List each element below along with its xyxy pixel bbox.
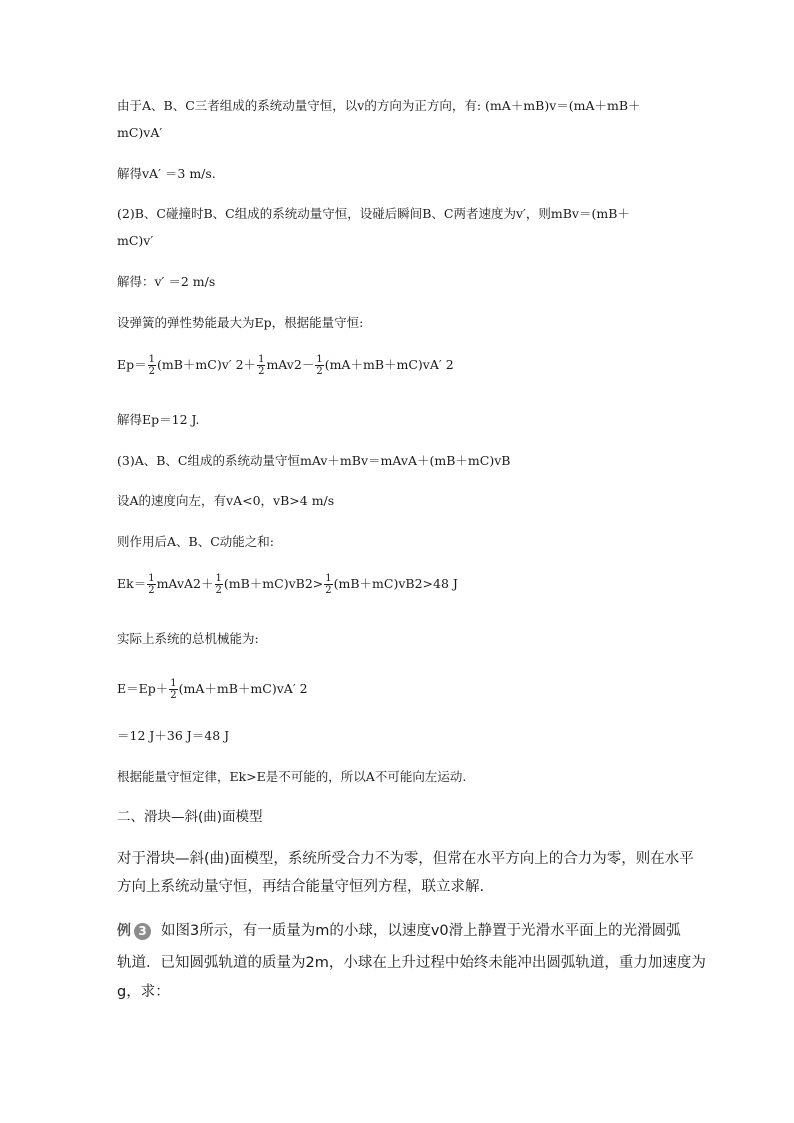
- eq-part: (mB＋mC)v′ 2＋: [157, 357, 257, 372]
- text-line: mC)v′: [117, 233, 154, 248]
- fraction: $\frac{1}{2}$: [148, 354, 156, 377]
- fraction: $\frac{1}{2}$: [148, 573, 155, 596]
- eq-part: Ep＝: [117, 357, 147, 372]
- paragraph-line: g，求：: [117, 984, 170, 1000]
- example-text: 如图3所示，有一质量为m的小球，以速度v0滑上静置于光滑水平面上的光滑圆弧: [161, 923, 681, 939]
- text-line: 设弹簧的弹性势能最大为Ep，根据能量守恒:: [117, 315, 364, 330]
- total-energy-equation: [117, 678, 308, 701]
- fraction: $\frac{1}{2}$: [325, 573, 332, 596]
- text-line: 解得Ep＝12 J.: [117, 412, 200, 427]
- eq-part: (mB＋mC)vB2>: [223, 576, 324, 591]
- paragraph-line: 轨道．已知圆弧轨道的质量为2m，小球在上升过程中始终未能冲出圆弧轨道，重力加速度为: [117, 955, 706, 971]
- eq-part: mAv2－: [266, 357, 315, 372]
- text-line: (2)B、C碰撞时B、C组成的系统动量守恒，设碰后瞬间B、C两者速度为v′，则mBv＝(mB＋: [117, 206, 630, 221]
- text-line: ＝12 J＋36 J＝48 J: [117, 728, 230, 743]
- eq-part: (mA＋mB＋mC)vA′ 2: [178, 681, 308, 696]
- kinetic-equation: [117, 573, 458, 596]
- fraction: $\frac{1}{2}$: [215, 573, 222, 596]
- eq-part: mAvA2＋: [156, 576, 214, 591]
- fraction: $\frac{1}{2}$: [170, 678, 177, 701]
- eq-part: (mA＋mB＋mC)vA′ 2: [324, 357, 454, 372]
- paragraph-line: 方向上系统动量守恒，再结合能量守恒列方程，联立求解.: [117, 879, 485, 895]
- example-number-icon: 3: [134, 923, 151, 940]
- eq-part: Ek＝: [117, 576, 147, 591]
- fraction: $\frac{1}{2}$: [258, 354, 265, 377]
- text-line: (3)A、B、C组成的系统动量守恒mAv＋mBv＝mAvA＋(mB＋mC)vB: [117, 453, 511, 468]
- text-line: mC)vA′: [117, 125, 163, 140]
- text-line: 由于A、B、C三者组成的系统动量守恒，以v的方向为正方向，有: (mA＋mB)v＝(mA＋mB＋: [117, 98, 641, 113]
- text-line: 根据能量守恒定律，Ek>E是不可能的，所以A不可能向左运动.: [117, 769, 467, 784]
- eq-part: E＝Ep＋: [117, 681, 169, 696]
- text-line: 实际上系统的总机械能为:: [117, 631, 259, 646]
- text-line: 则作用后A、B、C动能之和:: [117, 534, 274, 549]
- text-line: 解得：v′ ＝2 m/s: [117, 274, 216, 289]
- text-line: 设A的速度向左，有vA<0，vB>4 m/s: [117, 493, 335, 508]
- text-line: 解得vA′ ＝3 m/s.: [117, 166, 216, 181]
- paragraph-line: 对于滑块—斜(曲)面模型，系统所受合力不为零，但常在水平方向上的合力为零，则在水平: [117, 851, 694, 867]
- energy-equation: [117, 354, 454, 377]
- fraction: $\frac{1}{2}$: [316, 354, 323, 377]
- example-line: [117, 922, 681, 940]
- eq-part: (mB＋mC)vB2>48 J: [333, 576, 458, 591]
- section-heading: 二、滑块—斜(曲)面模型: [117, 809, 263, 825]
- example-badge: 例 3: [117, 922, 151, 940]
